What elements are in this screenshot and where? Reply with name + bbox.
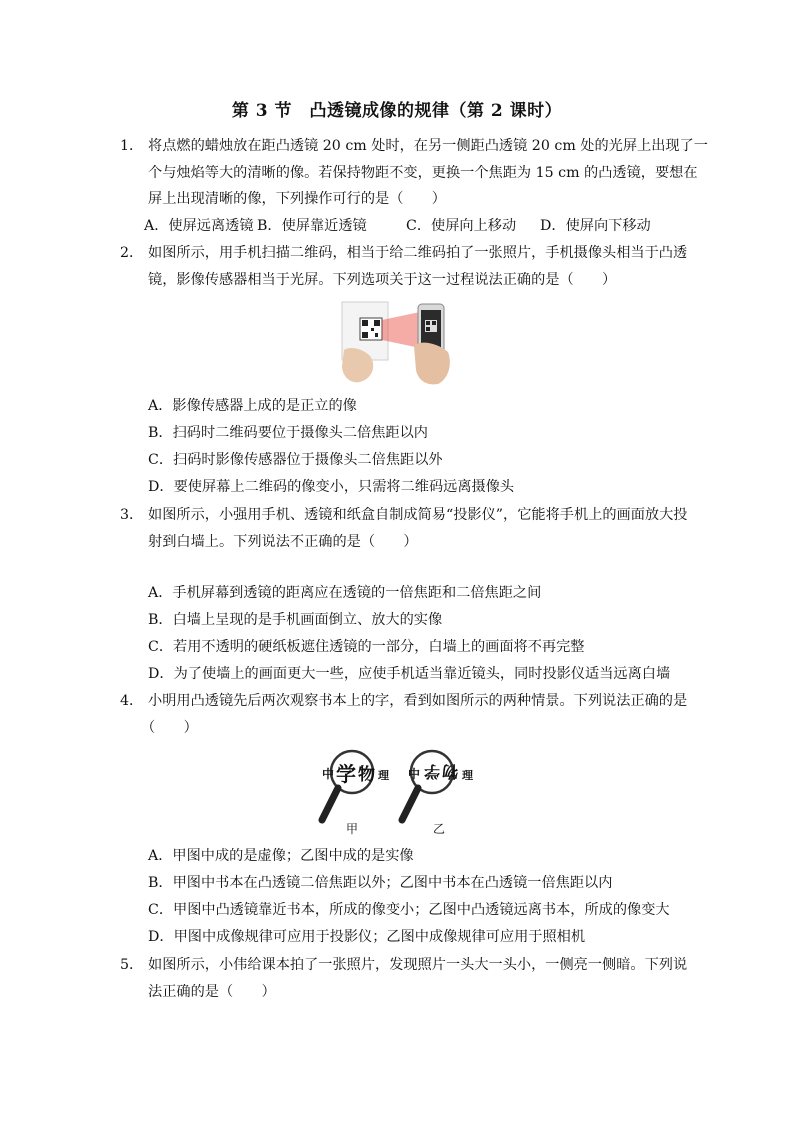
- question-3-option-c: C．若用不透明的硬纸板遮住透镜的一部分，白墙上的画面将不再完整: [148, 639, 585, 655]
- question-4-number: 4．: [120, 693, 144, 709]
- question-5-line-2: 法正确的是（ ）: [148, 984, 276, 1000]
- question-1-line-2: 个与烛焰等大的清晰的像。若保持物距不变，更换一个焦距为 15 cm 的凸透镜，要想在: [148, 165, 698, 181]
- question-3-line-1: 如图所示，小强用手机、透镜和纸盒自制成简易“投影仪”，它能将手机上的画面放大投: [148, 507, 688, 523]
- right-text-2: 学: [424, 762, 441, 781]
- question-2-option-d: D．要使屏幕上二维码的像变小，只需将二维码远离摄像头: [148, 479, 515, 495]
- question-4-option-d: D．甲图中成像规律可应用于投影仪；乙图中成像规律可应用于照相机: [148, 929, 586, 945]
- question-3-option-a: A．手机屏幕到透镜的距离应在透镜的一倍焦距和二倍焦距之间: [148, 585, 542, 601]
- question-1-line-3: 屏上出现清晰的像，下列操作可行的是（ ）: [148, 191, 446, 207]
- question-4-option-a: A．甲图中成的是虚像；乙图中成的是实像: [148, 848, 414, 864]
- question-1-line-1: 将点燃的蜡烛放在距凸透镜 20 cm 处时，在另一侧距凸透镜 20 cm 处的光屏上出现了一: [148, 138, 708, 154]
- question-3-option-b: B．白墙上呈现的是手机画面倒立、放大的实像: [148, 612, 443, 628]
- qr-scan-figure: [340, 296, 454, 386]
- question-2-option-b: B．扫码时二维码要位于摄像头二倍焦距以内: [148, 425, 428, 441]
- right-text-3: 物: [442, 762, 459, 781]
- question-5-line-1: 如图所示，小伟给课本拍了一张照片，发现照片一头大一头小，一侧亮一侧暗。下列说: [148, 957, 688, 973]
- question-1-option-b: B．使屏靠近透镜: [257, 218, 367, 234]
- question-2-line-1: 如图所示，用手机扫描二维码，相当于给二维码拍了一张照片，手机摄像头相当于凸透: [148, 245, 688, 261]
- magnifier-figure: [318, 748, 478, 838]
- question-4-line-1: 小明用凸透镜先后两次观察书本上的字，看到如图所示的两种情景。下列说法正确的是: [148, 693, 688, 709]
- question-1-option-d: D．使屏向下移动: [540, 218, 651, 234]
- question-2-line-2: 镜，影像传感器相当于光屏。下列选项关于这一过程说法正确的是（ ）: [148, 272, 617, 288]
- question-1-number: 1．: [120, 138, 144, 154]
- left-text-1: 中: [322, 767, 335, 781]
- question-3-line-2: 射到白墙上。下列说法不正确的是（ ）: [148, 534, 418, 550]
- question-1-option-c: C．使屏向上移动: [406, 218, 517, 234]
- question-2-option-a: A．影像传感器上成的是正立的像: [148, 398, 357, 414]
- question-2-option-c: C．扫码时影像传感器位于摄像头二倍焦距以外: [148, 452, 443, 468]
- question-4-line-2: （ ）: [141, 720, 198, 736]
- left-text-3: 物: [358, 765, 375, 785]
- question-3-option-d: D．为了使墙上的画面更大一些，应使手机适当靠近镜头，同时投影仪适当远离白墙: [148, 666, 671, 682]
- caption-yi: 乙: [433, 822, 446, 836]
- right-text-1: 中: [408, 767, 421, 781]
- question-5-number: 5．: [120, 957, 144, 973]
- right-text-4: 理: [462, 769, 473, 782]
- question-2-number: 2．: [120, 245, 144, 261]
- magnifier-right: [398, 748, 468, 826]
- left-text-4: 理: [378, 769, 389, 782]
- question-3-number: 3．: [120, 507, 144, 523]
- left-text-2: 学: [336, 762, 356, 786]
- question-1-option-a: A．使屏远离透镜: [144, 218, 254, 234]
- page-title: 第 3 节 凸透镜成像的规律（第 2 课时）: [231, 101, 563, 121]
- caption-jia: 甲: [346, 822, 359, 836]
- question-4-option-c: C．甲图中凸透镜靠近书本，所成的像变小；乙图中凸透镜远离书本，所成的像变大: [148, 902, 670, 918]
- question-4-option-b: B．甲图中书本在凸透镜二倍焦距以外；乙图中书本在凸透镜一倍焦距以内: [148, 875, 613, 891]
